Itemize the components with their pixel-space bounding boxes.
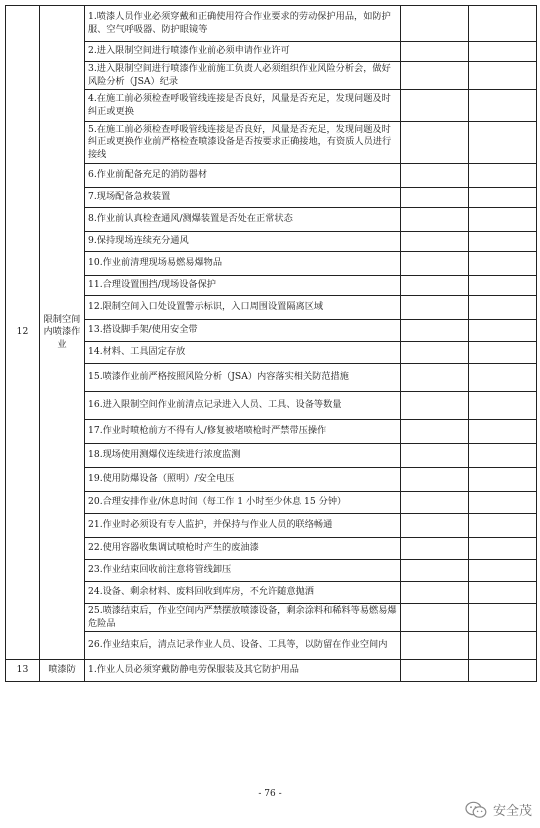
table-row [6,296,537,320]
requirement-text: 9.保持现场连续充分通风 [85,232,401,252]
table-row [6,632,537,660]
table-row [6,492,537,514]
check-cell-b [469,6,537,42]
check-cell-b [469,188,537,208]
wechat-icon [465,801,487,819]
table-row [6,122,537,164]
requirement-text: 26.作业结束后，清点记录作业人员、设备、工具等，以防留在作业空间内 [85,632,401,660]
check-cell-b [469,604,537,632]
requirement-text: 19.使用防爆设备（照明）/安全电压 [85,468,401,492]
item-number: 12 [6,6,40,660]
check-cell-b [469,468,537,492]
check-cell-a [401,320,469,342]
requirement-text: 5.在施工前必须检查呼吸管线连接是否良好，风量是否充足，发现问题及时纠正或更换作业前严格检查喷漆设备是否按要求正确接地，有资质人员进行接线 [85,122,401,164]
requirement-text: 12.限制空间入口处设置警示标识，入口周围设置隔离区域 [85,296,401,320]
table-row [6,392,537,420]
table-row [6,62,537,90]
requirement-text: 17.作业时喷枪前方不得有人/修复被堵喷枪时严禁带压操作 [85,420,401,444]
table-row [6,514,537,538]
check-cell-a [401,632,469,660]
table-row [6,208,537,232]
check-cell-b [469,122,537,164]
requirement-text: 4.在施工前必须检查呼吸管线连接是否良好，风量是否充足，发现问题及时纠正或更换 [85,90,401,122]
check-cell-a [401,660,469,682]
check-cell-b [469,364,537,392]
check-cell-a [401,252,469,276]
requirement-text: 8.作业前认真检查通风/测爆装置是否处在正常状态 [85,208,401,232]
check-cell-b [469,514,537,538]
table-row [6,276,537,296]
table-row [6,342,537,364]
requirement-text: 10.作业前清理现场易燃易爆物品 [85,252,401,276]
check-cell-a [401,122,469,164]
check-cell-b [469,62,537,90]
check-cell-b [469,232,537,252]
check-cell-a [401,232,469,252]
check-cell-a [401,208,469,232]
requirement-text: 22.使用容器收集调试喷枪时产生的废油漆 [85,538,401,560]
check-cell-b [469,296,537,320]
table-row [6,232,537,252]
check-cell-b [469,342,537,364]
check-cell-a [401,188,469,208]
check-cell-a [401,62,469,90]
check-cell-b [469,90,537,122]
watermark [465,800,532,819]
requirement-text: 21.作业时必须设有专人监护，并保持与作业人员的联络畅通 [85,514,401,538]
page-number: - 76 - [258,789,282,799]
check-cell-b [469,420,537,444]
table-row [6,538,537,560]
requirement-text: 1.作业人员必须穿戴防静电劳保服装及其它防护用品 [85,660,401,682]
requirement-text: 16.进入限制空间作业前清点记录进入人员、工具、设备等数量 [85,392,401,420]
requirement-text: 18.现场使用测爆仪连续进行浓度监测 [85,444,401,468]
table-row [6,582,537,604]
table-row [6,660,537,682]
check-cell-a [401,42,469,62]
table-row [6,444,537,468]
table-row [6,364,537,392]
check-cell-a [401,560,469,582]
table-row [6,420,537,444]
table-row [6,604,537,632]
check-cell-a [401,342,469,364]
safety-measures-table [5,5,537,682]
requirement-text: 23.作业结束回收前注意将管线卸压 [85,560,401,582]
check-cell-a [401,538,469,560]
table-row [6,320,537,342]
check-cell-a [401,582,469,604]
check-cell-b [469,444,537,468]
check-cell-b [469,276,537,296]
requirement-text: 7.现场配备急救装置 [85,188,401,208]
check-cell-b [469,582,537,604]
table-row [6,6,537,42]
check-cell-b [469,208,537,232]
check-cell-b [469,660,537,682]
check-cell-a [401,6,469,42]
check-cell-a [401,514,469,538]
table-row [6,252,537,276]
work-area: 喷漆防 [40,660,85,682]
watermark-text: 安全茂 [492,804,532,819]
requirement-text: 6.作业前配备充足的消防器材 [85,164,401,188]
requirement-text: 20.合理安排作业/休息时间（每工作 1 小时至少休息 15 分钟） [85,492,401,514]
check-cell-a [401,164,469,188]
requirement-text: 13.搭设脚手架/使用安全带 [85,320,401,342]
table-row [6,468,537,492]
check-cell-a [401,468,469,492]
requirement-text: 25.喷漆结束后，作业空间内严禁摆放喷漆设备，剩余涂料和稀料等易燃易爆危险品 [85,604,401,632]
requirement-text: 1.喷漆人员作业必须穿戴和正确使用符合作业要求的劳动保护用品，如防护服、空气呼吸器、防护眼镜等 [85,6,401,42]
requirement-text: 14.材料、工具固定存放 [85,342,401,364]
check-cell-b [469,42,537,62]
requirement-text: 2.进入限制空间进行喷漆作业前必须申请作业许可 [85,42,401,62]
check-cell-b [469,164,537,188]
table-row [6,164,537,188]
check-cell-a [401,90,469,122]
item-number: 13 [6,660,40,682]
table-row [6,188,537,208]
check-cell-a [401,364,469,392]
table-row [6,90,537,122]
check-cell-a [401,392,469,420]
check-cell-a [401,492,469,514]
check-cell-b [469,632,537,660]
table-row [6,560,537,582]
work-area: 限制空间内喷漆作业 [40,6,85,660]
check-cell-b [469,320,537,342]
check-cell-b [469,492,537,514]
table-row [6,42,537,62]
check-cell-a [401,420,469,444]
requirement-text: 15.喷漆作业前严格按照风险分析（JSA）内容落实相关防范措施 [85,364,401,392]
check-cell-a [401,444,469,468]
check-cell-b [469,252,537,276]
check-cell-a [401,296,469,320]
check-cell-a [401,276,469,296]
check-cell-b [469,392,537,420]
check-cell-a [401,604,469,632]
requirement-text: 3.进入限制空间进行喷漆作业前施工负责人必须组织作业风险分析会，做好风险分析（JSA）纪录 [85,62,401,90]
check-cell-b [469,560,537,582]
check-cell-b [469,538,537,560]
requirement-text: 11.合理设置围挡/现场设备保护 [85,276,401,296]
requirement-text: 24.设备、剩余材料、废料回收到库房，不允许随意抛洒 [85,582,401,604]
